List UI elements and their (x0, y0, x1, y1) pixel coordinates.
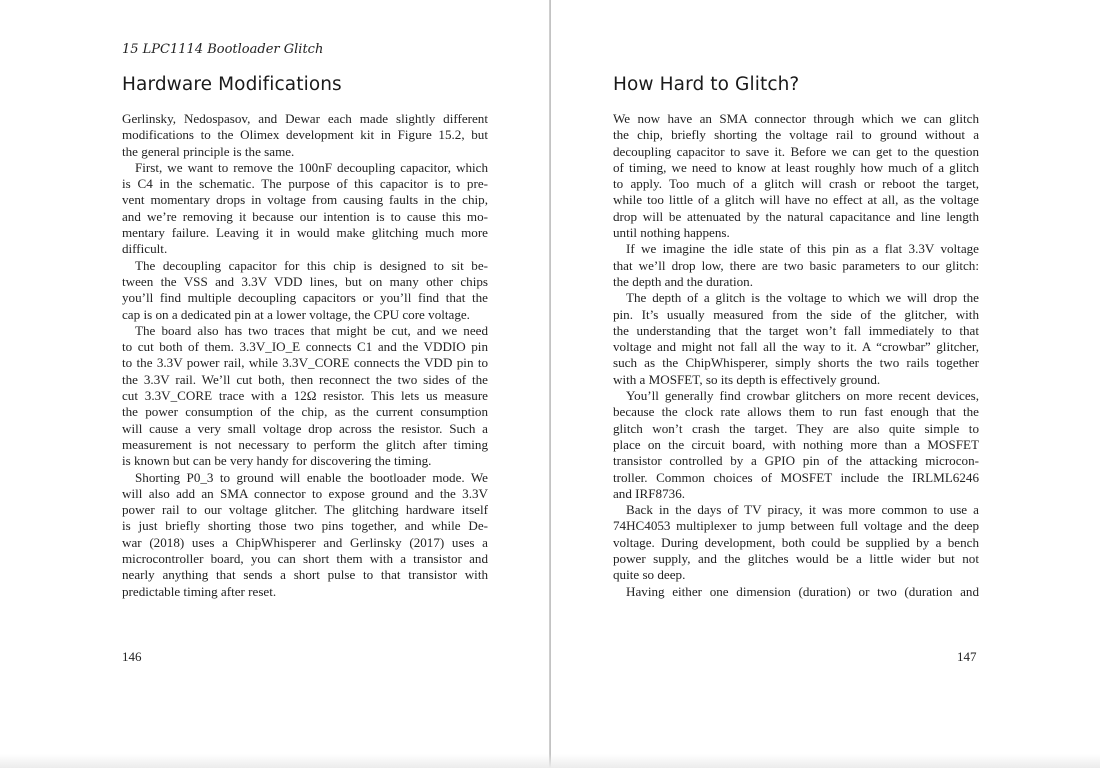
page-bottom-shadow (0, 754, 1100, 768)
text-line: will cause a very small voltage drop across the resistor. Such a (122, 420, 488, 436)
text-line: Shorting P0_3 to ground will enable the bootloader mode. We (135, 469, 488, 485)
text-line: predictable timing after reset. (122, 583, 277, 599)
text-line: vent momentary drops in voltage from causing faults in the chip, (122, 192, 488, 208)
text-line: cap is on a dedicated pin at a lower voltage, the CPU core voltage. (122, 306, 470, 322)
text-line: microcontroller board, you can short them with a transistor and (122, 551, 488, 567)
text-line: The board also has two traces that might be cut, and we need (135, 322, 488, 338)
text-line: is C4 in the schematic. The purpose of this capacitor is to pre- (122, 176, 488, 192)
text-line: voltage. During development, both could be supplied by a bench (613, 534, 979, 550)
text-line: because the clock rate allows them to run fast enough that the (613, 404, 979, 420)
page-number-right: 147 (957, 649, 977, 664)
text-line: the understanding that the target won’t fall immediately to that (613, 322, 979, 338)
text-line: the power consumption of the chip, as the current consumption (122, 404, 488, 420)
text-line: glitch won’t crash the target. They are also quite simple to (613, 420, 979, 436)
text-line: is just briefly shorting those two pins together, and while De- (122, 518, 488, 534)
text-line: mentary failure. Leaving it in would make glitching much more (122, 225, 488, 241)
text-line: until nothing happens. (613, 225, 730, 241)
text-line: you’ll find multiple decoupling capacitors or you’ll find that the (122, 290, 488, 306)
text-line: If we imagine the idle state of this pin as a flat 3.3V voltage (626, 241, 979, 257)
text-line: nearly anything that sends a short pulse to that transistor with (122, 567, 488, 583)
text-line: power rail to our voltage glitcher. The glitching hardware itself (122, 502, 488, 518)
text-line: to the 3.3V power rail, while 3.3V_CORE connects the VDD pin to (122, 355, 488, 371)
text-line: the general principle is the same. (122, 143, 295, 159)
text-line: that we’ll drop low, there are two basic parameters to our glitch: (613, 257, 979, 273)
section-heading-hardware-modifications: Hardware Modifications (122, 74, 342, 95)
text-line: difficult. (122, 241, 168, 257)
text-line: the 3.3V rail. We’ll cut both, then reconnect the two sides of the (122, 371, 488, 387)
text-line: cut 3.3V_CORE trace with a 12Ω resistor. This lets us measure (122, 388, 488, 404)
text-line: voltage and might not fall all the way to it. A “crowbar” glitcher, (613, 339, 979, 355)
text-line: 74HC4053 multiplexer to jump between full voltage and the deep (613, 518, 979, 534)
text-line: Gerlinsky, Nedospasov, and Dewar each made slightly different (122, 111, 488, 126)
text-line: We now have an SMA connector through which we can glitch (613, 111, 979, 126)
right-body-text (613, 111, 979, 600)
text-line: drop will be attenuated by the natural capacitance and line length (613, 208, 979, 224)
text-line: modifications to the Olimex development kit in Figure 15.2, but (122, 127, 488, 143)
text-line: First, we want to remove the 100nF decoupling capacitor, which (135, 159, 488, 175)
text-line: The decoupling capacitor for this chip is designed to sit be- (135, 257, 488, 273)
text-line: tween the VSS and 3.3V VDD lines, but on many other chips (122, 273, 488, 289)
text-line: war (2018) uses a ChipWhisperer and Gerlinsky (2017) uses a (122, 534, 488, 550)
right-page (551, 0, 1100, 768)
text-line: Back in the days of TV piracy, it was more common to use a (626, 502, 979, 518)
text-line: of timing, we need to know at least roughly how much of a glitch (613, 159, 979, 175)
text-line: transistor controlled by a GPIO pin of the attacking microcon- (613, 453, 979, 469)
text-line: the chip, briefly shorting the voltage rail to ground without a (613, 127, 979, 143)
left-page (0, 0, 549, 768)
text-line: You’ll generally find crowbar glitchers on more recent devices, (626, 388, 979, 404)
text-line: quite so deep. (613, 567, 686, 583)
text-line: the depth and the duration. (613, 273, 753, 289)
text-line: to apply. Too much of a glitch will crash or reboot the target, (613, 176, 979, 192)
text-line: is known but can be very handy for discovering the timing. (122, 453, 432, 469)
left-body-text (122, 111, 488, 600)
text-line: to cut both of them. 3.3V_IO_E connects C1 and the VDDIO pin (122, 339, 488, 355)
text-line: with a MOSFET, so its depth is effectively ground. (613, 371, 881, 387)
text-line: such as the ChipWhisperer, simply shorts the two rails together (613, 355, 979, 371)
text-line: place on the circuit board, with nothing more than a MOSFET (613, 436, 979, 452)
text-line: Having either one dimension (duration) or two (duration and (626, 583, 979, 599)
text-line: and we’re removing it because our intention is to cause this mo- (122, 208, 488, 224)
text-line: will also add an SMA connector to expose ground and the 3.3V (122, 485, 488, 501)
text-line: pin. It’s usually measured from the side of the glitcher, with (613, 306, 979, 322)
text-line: The depth of a glitch is the voltage to which we will drop the (626, 290, 979, 306)
section-heading-how-hard-to-glitch: How Hard to Glitch? (613, 74, 800, 95)
page-number-left: 146 (122, 649, 142, 664)
text-line: and IRF8736. (613, 485, 686, 501)
text-line: while too little of a glitch will have no effect at all, as the voltage (613, 192, 979, 208)
running-head: 15 LPC1114 Bootloader Glitch (122, 42, 324, 57)
text-line: power supply, and the glitches would be a little wider but not (613, 551, 979, 567)
text-line: measurement is not necessary to perform the glitch after timing (122, 436, 488, 452)
text-line: decoupling capacitor to save it. Before we can get to the question (613, 143, 979, 159)
text-line: troller. Common choices of MOSFET include the IRLML6246 (613, 469, 979, 485)
